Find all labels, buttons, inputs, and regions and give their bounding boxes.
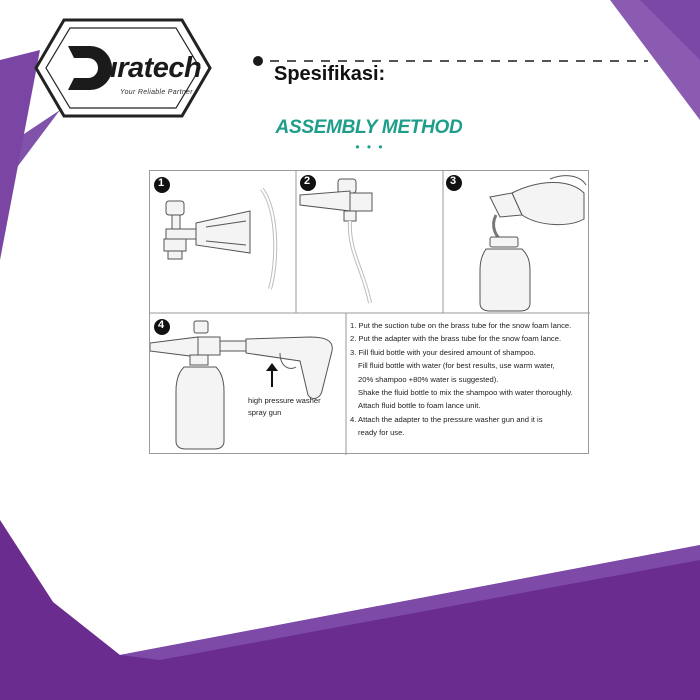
assembly-diagram-panel: [149, 170, 589, 454]
section-title: ASSEMBLY METHOD: [275, 117, 463, 138]
instruction-line: 4. Attach the adapter to the pressure washer gun and it is: [350, 414, 543, 424]
instruction-line: Shake the fluid bottle to mix the shampoo with water thoroughly.: [358, 388, 573, 398]
instruction-line: Attach fluid bottle to foam lance unit.: [358, 401, 481, 411]
instruction-line: ready for use.: [358, 428, 405, 438]
step-3-number: 3: [450, 175, 457, 187]
brand-name: uratech: [100, 52, 202, 84]
step-2-number: 2: [304, 175, 311, 187]
foam-lance-icon: [164, 201, 250, 259]
step-1-number: 1: [158, 177, 165, 189]
page-title: Spesifikasi:: [274, 63, 386, 85]
step-4-number: 4: [158, 319, 165, 331]
spray-gun-label: high pressure washer spray gun: [248, 396, 321, 417]
instruction-line: 20% shampoo +80% water is suggested).: [358, 374, 499, 384]
duratech-logo: [34, 16, 212, 120]
arrow-up-icon: [266, 363, 278, 387]
assembly-instructions: [350, 319, 588, 440]
instruction-line: 3. Fill fluid bottle with your desired amount of shampoo.: [350, 347, 536, 357]
brand-tagline: Your Reliable Partner: [120, 89, 193, 96]
instruction-line: 2. Put the adapter with the brass tube for the snow foam lance.: [350, 334, 562, 344]
instruction-line: Fill fluid bottle with water (for best results, use warm water,: [358, 361, 555, 371]
spray-gun-assembly-icon: [150, 321, 332, 449]
shampoo-bottle-pour-icon: [480, 176, 586, 311]
instruction-line: 1. Put the suction tube on the brass tube for the snow foam lance.: [350, 321, 572, 330]
section-dots: • • •: [355, 140, 385, 154]
